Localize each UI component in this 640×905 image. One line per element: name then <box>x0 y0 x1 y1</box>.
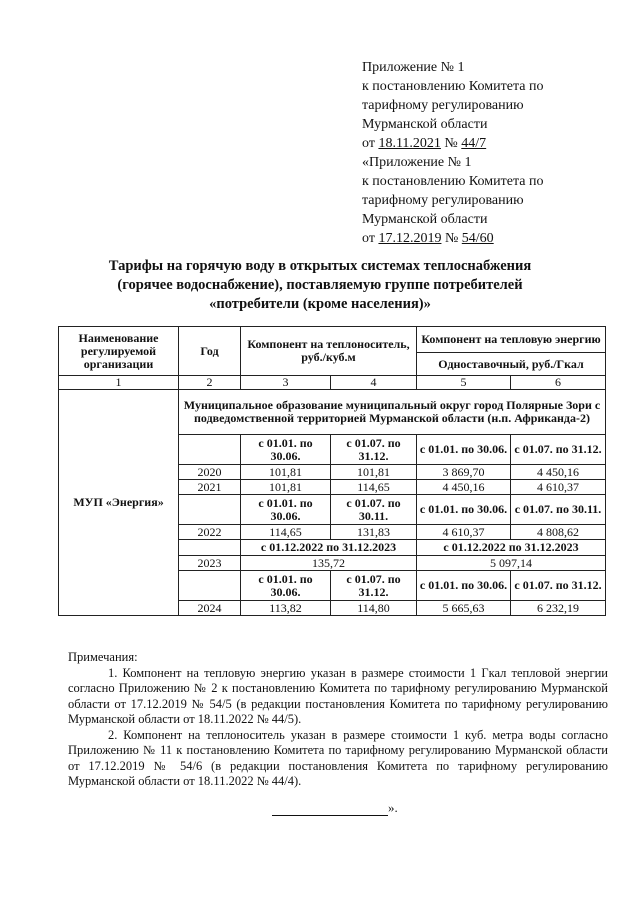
value-cell: 114,65 <box>241 525 331 540</box>
year-cell: 2022 <box>179 525 241 540</box>
title-line: (горячее водоснабжение), поставляемую группе потребителей <box>117 277 523 293</box>
period-header: с 01.07. по 31.12. <box>511 435 606 465</box>
col-number: 1 <box>59 376 179 390</box>
appendix-header-original <box>362 153 622 248</box>
appendix-number: 44/7 <box>461 136 487 151</box>
header-carrier: Компонент на теплоноситель, руб./куб.м <box>241 327 417 376</box>
appendix-date-line <box>362 229 622 248</box>
value-cell: 5 097,14 <box>417 556 606 571</box>
appendix-ref-line: к постановлению Комитета по <box>362 79 544 94</box>
org-name: МУП «Энергия» <box>59 390 179 616</box>
period-header: с 01.01. по 30.06. <box>241 435 331 465</box>
date-prefix: от <box>362 136 375 151</box>
appendix-date: 17.12.2019 <box>378 231 442 246</box>
value-cell: 4 610,37 <box>417 525 511 540</box>
value-cell: 101,81 <box>241 480 331 495</box>
year-cell: 2023 <box>179 556 241 571</box>
period-spacer <box>179 495 241 525</box>
period-header: с 01.01. по 30.06. <box>241 571 331 601</box>
value-cell: 131,83 <box>331 525 417 540</box>
appendix-number: 54/60 <box>461 231 494 246</box>
col-number: 6 <box>511 376 606 390</box>
appendix-title: «Приложение № 1 <box>362 155 472 170</box>
appendix-header-current <box>362 58 622 153</box>
value-cell: 4 808,62 <box>511 525 606 540</box>
year-cell: 2024 <box>179 601 241 616</box>
period-header: с 01.07. по 31.12. <box>331 571 417 601</box>
document-title <box>60 257 580 314</box>
notes <box>68 650 608 790</box>
value-cell: 135,72 <box>241 556 417 571</box>
closing-quote: ». <box>388 800 398 815</box>
period-header: с 01.01. по 30.06. <box>417 495 511 525</box>
year-cell: 2021 <box>179 480 241 495</box>
appendix-ref-line: тарифному регулированию <box>362 98 524 113</box>
note-item: 1. Компонент на тепловую энергию указан в размере стоимости 1 Гкал тепловой энергии согласно Приложению № 2 к постановлению Комитета по тарифному регулированию Мурманской области от 17.12.2019 № 54/5 (в редакции постановления Комитета по тарифному регулированию Мурманской области от 18.11.2022 № 44/5). <box>68 665 608 726</box>
appendix-ref-line: к постановлению Комитета по <box>362 174 544 189</box>
period-spacer <box>179 435 241 465</box>
municipality: Муниципальное образование муниципальный округ город Полярные Зори с подведомственной территорией Мурманской области (н.п. Африканда-2) <box>179 390 606 435</box>
header-energy: Компонент на тепловую энергию <box>417 327 606 353</box>
date-prefix: от <box>362 231 375 246</box>
header-energy-sub: Одноставочный, руб./Гкал <box>417 353 606 376</box>
number-prefix: № <box>444 231 459 246</box>
period-header: с 01.01. по 30.06. <box>417 435 511 465</box>
col-number: 4 <box>331 376 417 390</box>
notes-heading: Примечания: <box>68 650 138 664</box>
period-header: с 01.01. по 30.06. <box>241 495 331 525</box>
period-header: с 01.07. по 30.11. <box>511 495 606 525</box>
period-spacer <box>179 571 241 601</box>
tariff-table <box>58 326 606 616</box>
value-cell: 4 450,16 <box>417 480 511 495</box>
period-header: с 01.07. по 31.12. <box>331 435 417 465</box>
period-spacer <box>179 540 241 556</box>
value-cell: 4 610,37 <box>511 480 606 495</box>
period-header: с 01.07. по 31.12. <box>511 571 606 601</box>
signature-line <box>272 803 388 816</box>
appendix-ref-line: тарифному регулированию <box>362 193 524 208</box>
appendix-ref-line: Мурманской области <box>362 117 488 132</box>
value-cell: 114,65 <box>331 480 417 495</box>
value-cell: 6 232,19 <box>511 601 606 616</box>
value-cell: 101,81 <box>241 465 331 480</box>
value-cell: 5 665,63 <box>417 601 511 616</box>
period-header: с 01.12.2022 по 31.12.2023 <box>241 540 417 556</box>
period-header: с 01.01. по 30.06. <box>417 571 511 601</box>
note-item: 2. Компонент на теплоноситель указан в размере стоимости 1 куб. метра воды согласно Приложению № 11 к постановлению Комитета по тарифному регулированию Мурманской области от 17.12.2019 № 54/6 (в редакции постановления Комитета по тарифному регулированию Мурманской области от 18.11.2022 № 44/4). <box>68 727 608 788</box>
number-prefix: № <box>444 136 458 151</box>
col-number: 2 <box>179 376 241 390</box>
value-cell: 114,80 <box>331 601 417 616</box>
title-line: «потребители (кроме населения)» <box>209 296 431 312</box>
value-cell: 4 450,16 <box>511 465 606 480</box>
value-cell: 113,82 <box>241 601 331 616</box>
year-cell: 2020 <box>179 465 241 480</box>
header-org: Наименование регулируемой организации <box>59 327 179 376</box>
period-header: с 01.12.2022 по 31.12.2023 <box>417 540 606 556</box>
value-cell: 3 869,70 <box>417 465 511 480</box>
header-year: Год <box>179 327 241 376</box>
value-cell: 101,81 <box>331 465 417 480</box>
col-number: 3 <box>241 376 331 390</box>
appendix-ref-line: Мурманской области <box>362 212 488 227</box>
period-header: с 01.07. по 30.11. <box>331 495 417 525</box>
closing-line <box>272 800 398 816</box>
appendix-title: Приложение № 1 <box>362 60 465 75</box>
appendix-date-line <box>362 134 622 153</box>
appendix-date: 18.11.2021 <box>378 136 441 151</box>
col-number: 5 <box>417 376 511 390</box>
title-line: Тарифы на горячую воду в открытых системах теплоснабжения <box>108 258 532 274</box>
